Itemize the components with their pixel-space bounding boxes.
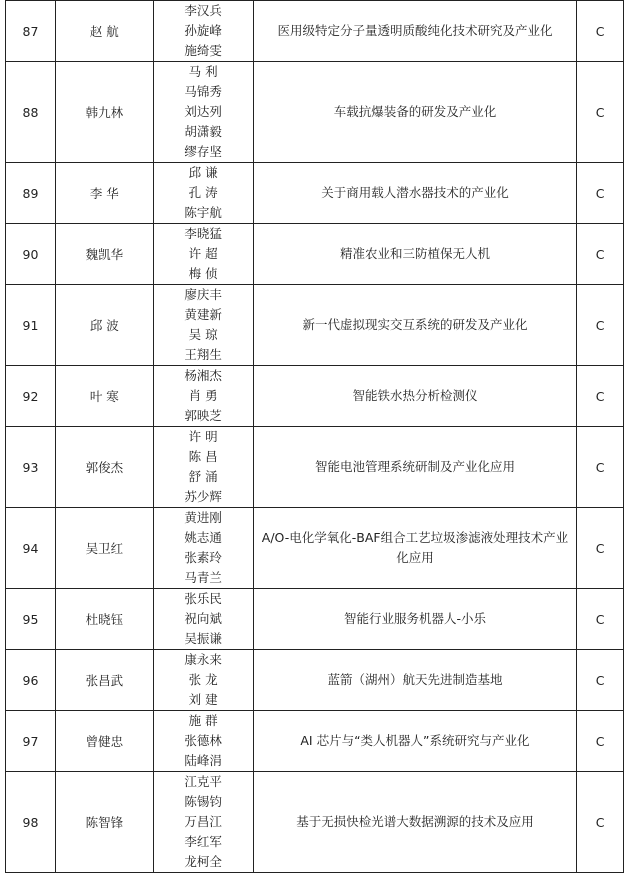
- team-member: 郭映芝: [184, 408, 222, 423]
- project-name: [253, 62, 577, 163]
- team-member: 万昌江: [184, 814, 222, 829]
- table-row: [6, 589, 624, 650]
- project-leader: 张昌武: [55, 650, 153, 711]
- grade: C: [577, 589, 624, 650]
- project-name: [253, 285, 577, 366]
- row-number: 87: [6, 1, 56, 62]
- team-member: 李晓猛: [184, 226, 222, 241]
- team-member: 胡潇毅: [184, 124, 222, 139]
- table-row: [6, 772, 624, 873]
- team-member: 陆峰涓: [184, 753, 222, 768]
- team-member: 梅 侦: [188, 266, 218, 281]
- project-name-text: 智能电池管理系统研制及产业化应用: [314, 459, 515, 474]
- team-member: 许 明: [188, 429, 218, 444]
- project-name-text: 智能铁水热分析检测仪: [352, 388, 478, 403]
- team-member: 廖庆丰: [184, 287, 222, 302]
- grade: C: [577, 508, 624, 589]
- team-member: 陈 昌: [188, 449, 218, 464]
- row-number: 95: [6, 589, 56, 650]
- row-number: 97: [6, 711, 56, 772]
- team-member: 祝向斌: [184, 611, 222, 626]
- table-row: [6, 62, 624, 163]
- team-members: [153, 427, 253, 508]
- team-member: 江克平: [184, 774, 222, 789]
- team-member: 舒 涌: [188, 469, 218, 484]
- row-number: 89: [6, 163, 56, 224]
- team-member: 张 龙: [188, 672, 218, 687]
- project-leader: 陈智锋: [55, 772, 153, 873]
- team-member: 黄建新: [184, 307, 222, 322]
- row-number: 90: [6, 224, 56, 285]
- team-member: 刘 建: [188, 692, 218, 707]
- row-number: 96: [6, 650, 56, 711]
- grade: C: [577, 650, 624, 711]
- grade: C: [577, 285, 624, 366]
- grade: C: [577, 772, 624, 873]
- project-name-text: 新一代虚拟现实交互系统的研发及产业化: [302, 317, 528, 332]
- row-number: 91: [6, 285, 56, 366]
- project-leader: 叶 寒: [55, 366, 153, 427]
- team-member: 陈锡钧: [184, 794, 222, 809]
- table-row: [6, 508, 624, 589]
- team-members: [153, 62, 253, 163]
- team-members: [153, 224, 253, 285]
- team-members: [153, 366, 253, 427]
- table-row: [6, 650, 624, 711]
- team-member: 马 利: [188, 64, 218, 79]
- team-member: 吴振谦: [184, 631, 222, 646]
- team-member: 康永来: [184, 652, 222, 667]
- team-members: [153, 285, 253, 366]
- project-name: [253, 650, 577, 711]
- team-member: 张德林: [184, 733, 222, 748]
- table-row: [6, 285, 624, 366]
- team-member: 马锦秀: [184, 84, 222, 99]
- project-name-text: 车载抗爆装备的研发及产业化: [333, 104, 497, 119]
- project-name-text: A/O-电化学氧化-BAF组合工艺垃圾渗滤液处理技术产业化应用: [261, 530, 569, 565]
- row-number: 93: [6, 427, 56, 508]
- project-name: [253, 589, 577, 650]
- team-member: 邱 谦: [188, 165, 218, 180]
- team-member: 王翔生: [184, 347, 222, 362]
- project-name-text: 基于无损快检光谱大数据溯源的技术及应用: [296, 814, 534, 829]
- team-member: 李红军: [184, 834, 222, 849]
- team-member: 刘达列: [184, 104, 222, 119]
- project-leader: 郭俊杰: [55, 427, 153, 508]
- grade: C: [577, 224, 624, 285]
- table-row: [6, 427, 624, 508]
- project-name-text: AI 芯片与“类人机器人”系统研究与产业化: [300, 733, 530, 748]
- grade: C: [577, 62, 624, 163]
- team-members: [153, 711, 253, 772]
- team-member: 李汉兵: [184, 3, 222, 18]
- team-member: 苏少辉: [184, 489, 222, 504]
- team-member: 吴 琼: [188, 327, 218, 342]
- project-name: [253, 1, 577, 62]
- team-member: 陈宇航: [184, 205, 222, 220]
- team-member: 许 超: [188, 246, 218, 261]
- award-table-body: [6, 1, 624, 873]
- project-name: [253, 711, 577, 772]
- project-leader: 曾健忠: [55, 711, 153, 772]
- project-leader: 赵 航: [55, 1, 153, 62]
- grade: C: [577, 711, 624, 772]
- team-members: [153, 772, 253, 873]
- project-name: [253, 366, 577, 427]
- table-row: [6, 163, 624, 224]
- grade: C: [577, 1, 624, 62]
- team-members: [153, 589, 253, 650]
- project-leader: 魏凯华: [55, 224, 153, 285]
- team-member: 孔 涛: [188, 185, 218, 200]
- project-name: [253, 508, 577, 589]
- team-members: [153, 650, 253, 711]
- team-members: [153, 508, 253, 589]
- team-member: 施 群: [188, 713, 218, 728]
- project-name-text: 智能行业服务机器人-小乐: [343, 611, 486, 626]
- project-name: [253, 772, 577, 873]
- table-row: [6, 1, 624, 62]
- project-name-text: 精准农业和三防植保无人机: [339, 246, 490, 261]
- team-member: 施绮雯: [184, 43, 222, 58]
- project-name-text: 关于商用载人潜水器技术的产业化: [321, 185, 509, 200]
- row-number: 88: [6, 62, 56, 163]
- project-name: [253, 224, 577, 285]
- grade: C: [577, 366, 624, 427]
- grade: C: [577, 163, 624, 224]
- project-leader: 吴卫红: [55, 508, 153, 589]
- project-name-text: 蓝箭（湖州）航天先进制造基地: [327, 672, 503, 687]
- project-leader: 邱 波: [55, 285, 153, 366]
- team-member: 杨湘杰: [184, 368, 222, 383]
- team-members: [153, 163, 253, 224]
- table-row: [6, 366, 624, 427]
- project-leader: 杜晓钰: [55, 589, 153, 650]
- team-member: 黄进刚: [184, 510, 222, 525]
- project-name: [253, 163, 577, 224]
- row-number: 94: [6, 508, 56, 589]
- project-leader: 李 华: [55, 163, 153, 224]
- team-member: 肖 勇: [188, 388, 218, 403]
- team-members: [153, 1, 253, 62]
- team-member: 张素玲: [184, 550, 222, 565]
- project-name: [253, 427, 577, 508]
- table-row: [6, 224, 624, 285]
- team-member: 马青兰: [184, 570, 222, 585]
- team-member: 龙柯全: [184, 854, 222, 869]
- grade: C: [577, 427, 624, 508]
- team-member: 姚志通: [184, 530, 222, 545]
- row-number: 92: [6, 366, 56, 427]
- team-member: 孙旋峰: [184, 23, 222, 38]
- award-table: [5, 0, 624, 873]
- table-row: [6, 711, 624, 772]
- project-leader: 韩九林: [55, 62, 153, 163]
- project-name-text: 医用级特定分子量透明质酸纯化技术研究及产业化: [277, 23, 553, 38]
- team-member: 张乐民: [184, 591, 222, 606]
- team-member: 缪存坚: [184, 144, 222, 159]
- row-number: 98: [6, 772, 56, 873]
